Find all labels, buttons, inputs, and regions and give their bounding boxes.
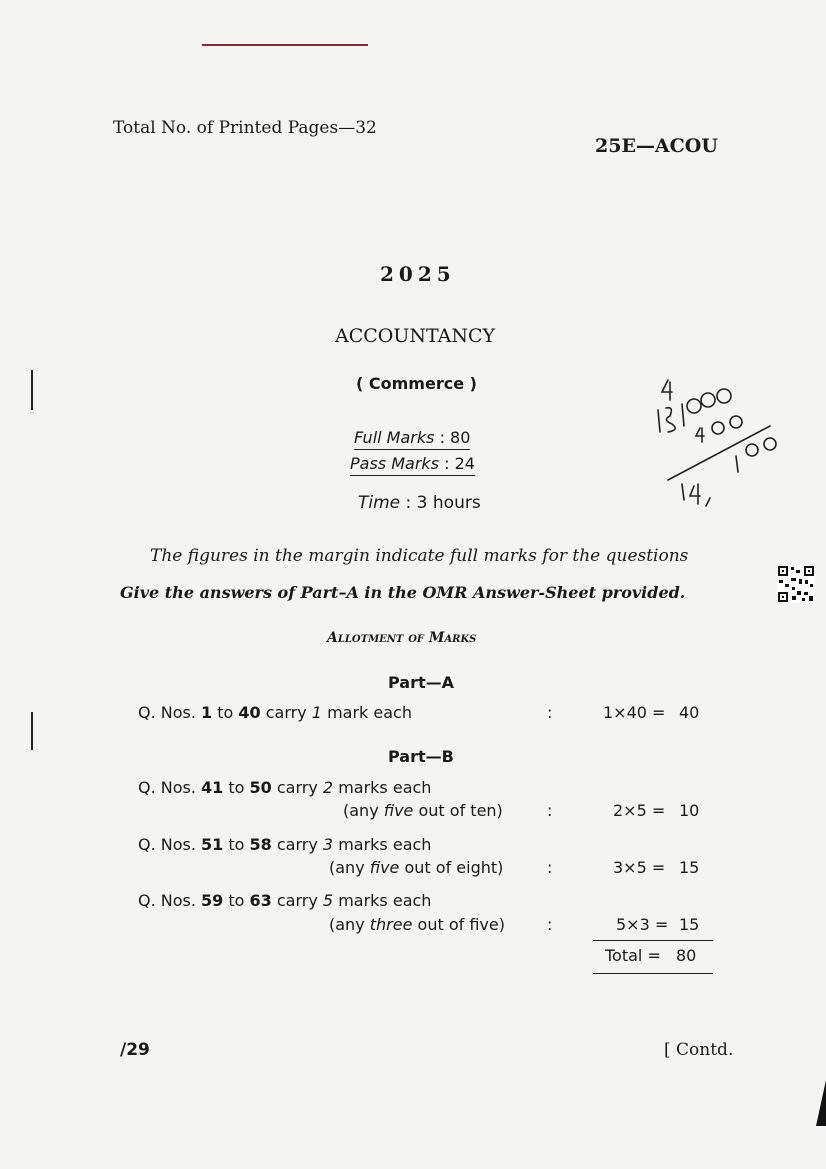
margin-mark — [31, 370, 33, 410]
full-marks — [354, 428, 470, 450]
choice-text — [329, 915, 505, 934]
calc: 2×5 = — [613, 801, 666, 820]
q-from: 51 — [201, 835, 224, 854]
omr-instruction: Give the answers of Part–A in the OMR Answer-Sheet provided. — [120, 583, 686, 602]
full-marks-value: : 80 — [439, 428, 471, 447]
q-prefix: Q. Nos. — [138, 778, 202, 797]
choice-word: five — [369, 858, 400, 877]
margin-mark — [31, 712, 33, 750]
choice-word: five — [383, 801, 414, 820]
calc-result: 40 — [679, 703, 700, 722]
q-to-word: to — [223, 778, 250, 797]
exam-year: 2025 — [380, 262, 456, 286]
q-carry: carry — [271, 778, 323, 797]
q-suffix: marks each — [333, 778, 432, 797]
exam-time — [358, 493, 481, 513]
choice-post: out of eight) — [399, 858, 504, 877]
part-b-heading: Part—B — [388, 747, 454, 766]
full-marks-label: Full Marks — [354, 428, 435, 447]
handwritten-annotation — [640, 370, 780, 510]
calc: 1×40 = — [603, 703, 666, 722]
paper-code: 25E—ACOU — [595, 135, 718, 157]
question-row — [138, 703, 412, 722]
q-prefix: Q. Nos. — [138, 835, 202, 854]
choice-word: three — [369, 915, 413, 934]
q-to-word: to — [223, 835, 250, 854]
q-carry: carry — [260, 703, 312, 722]
corner-mark — [812, 1080, 826, 1130]
choice-pre: (any — [329, 915, 370, 934]
q-marks: 1 — [311, 703, 322, 722]
q-carry: carry — [271, 835, 323, 854]
q-marks: 2 — [322, 778, 334, 797]
colon: : — [547, 703, 553, 722]
question-row — [138, 778, 431, 797]
allotment-heading: Allotment of Marks — [327, 630, 477, 646]
q-suffix: mark each — [321, 703, 412, 722]
question-row — [138, 891, 431, 910]
calc-result: 10 — [679, 801, 700, 820]
calc: 5×3 = — [616, 915, 669, 934]
colon: : — [547, 915, 553, 934]
page-number: /29 — [120, 1040, 150, 1060]
calc-result: 15 — [679, 915, 700, 934]
q-from: 59 — [201, 891, 224, 910]
subject-title: ACCOUNTANCY — [335, 325, 496, 347]
q-from: 1 — [201, 703, 213, 722]
time-value: : 3 hours — [405, 493, 481, 513]
pass-marks — [350, 454, 475, 476]
choice-pre: (any — [343, 801, 384, 820]
part-a-heading: Part—A — [388, 673, 455, 692]
continued-label: [ Contd. — [664, 1040, 734, 1060]
margin-note: The figures in the margin indicate full marks for the questions — [150, 546, 689, 566]
q-to-word: to — [223, 891, 250, 910]
q-to: 58 — [249, 835, 272, 854]
pass-marks-label: Pass Marks — [350, 454, 439, 473]
q-marks: 3 — [322, 835, 334, 854]
time-label: Time — [358, 493, 401, 513]
choice-pre: (any — [329, 858, 370, 877]
top-rule — [202, 44, 368, 46]
qr-code — [777, 565, 815, 603]
question-row — [138, 835, 431, 854]
colon: : — [547, 801, 553, 820]
q-suffix: marks each — [333, 891, 432, 910]
total-line — [605, 946, 696, 965]
q-from: 41 — [201, 778, 224, 797]
q-suffix: marks each — [333, 835, 432, 854]
q-to: 63 — [249, 891, 272, 910]
choice-post: out of ten) — [413, 801, 503, 820]
q-prefix: Q. Nos. — [138, 703, 202, 722]
choice-text — [343, 801, 503, 820]
stream-label: ( Commerce ) — [356, 374, 477, 393]
q-to-word: to — [212, 703, 239, 722]
q-carry: carry — [271, 891, 323, 910]
choice-text — [329, 858, 503, 877]
colon: : — [547, 858, 553, 877]
calc: 3×5 = — [613, 858, 666, 877]
total-label: Total = — [605, 946, 661, 965]
calc-result: 15 — [679, 858, 700, 877]
q-to: 40 — [238, 703, 261, 722]
q-prefix: Q. Nos. — [138, 891, 202, 910]
q-marks: 5 — [322, 891, 334, 910]
q-to: 50 — [249, 778, 272, 797]
choice-post: out of five) — [412, 915, 505, 934]
printed-pages-count: Total No. of Printed Pages—32 — [113, 118, 377, 138]
pass-marks-value: : 24 — [444, 454, 475, 473]
total-value: 80 — [675, 946, 697, 965]
